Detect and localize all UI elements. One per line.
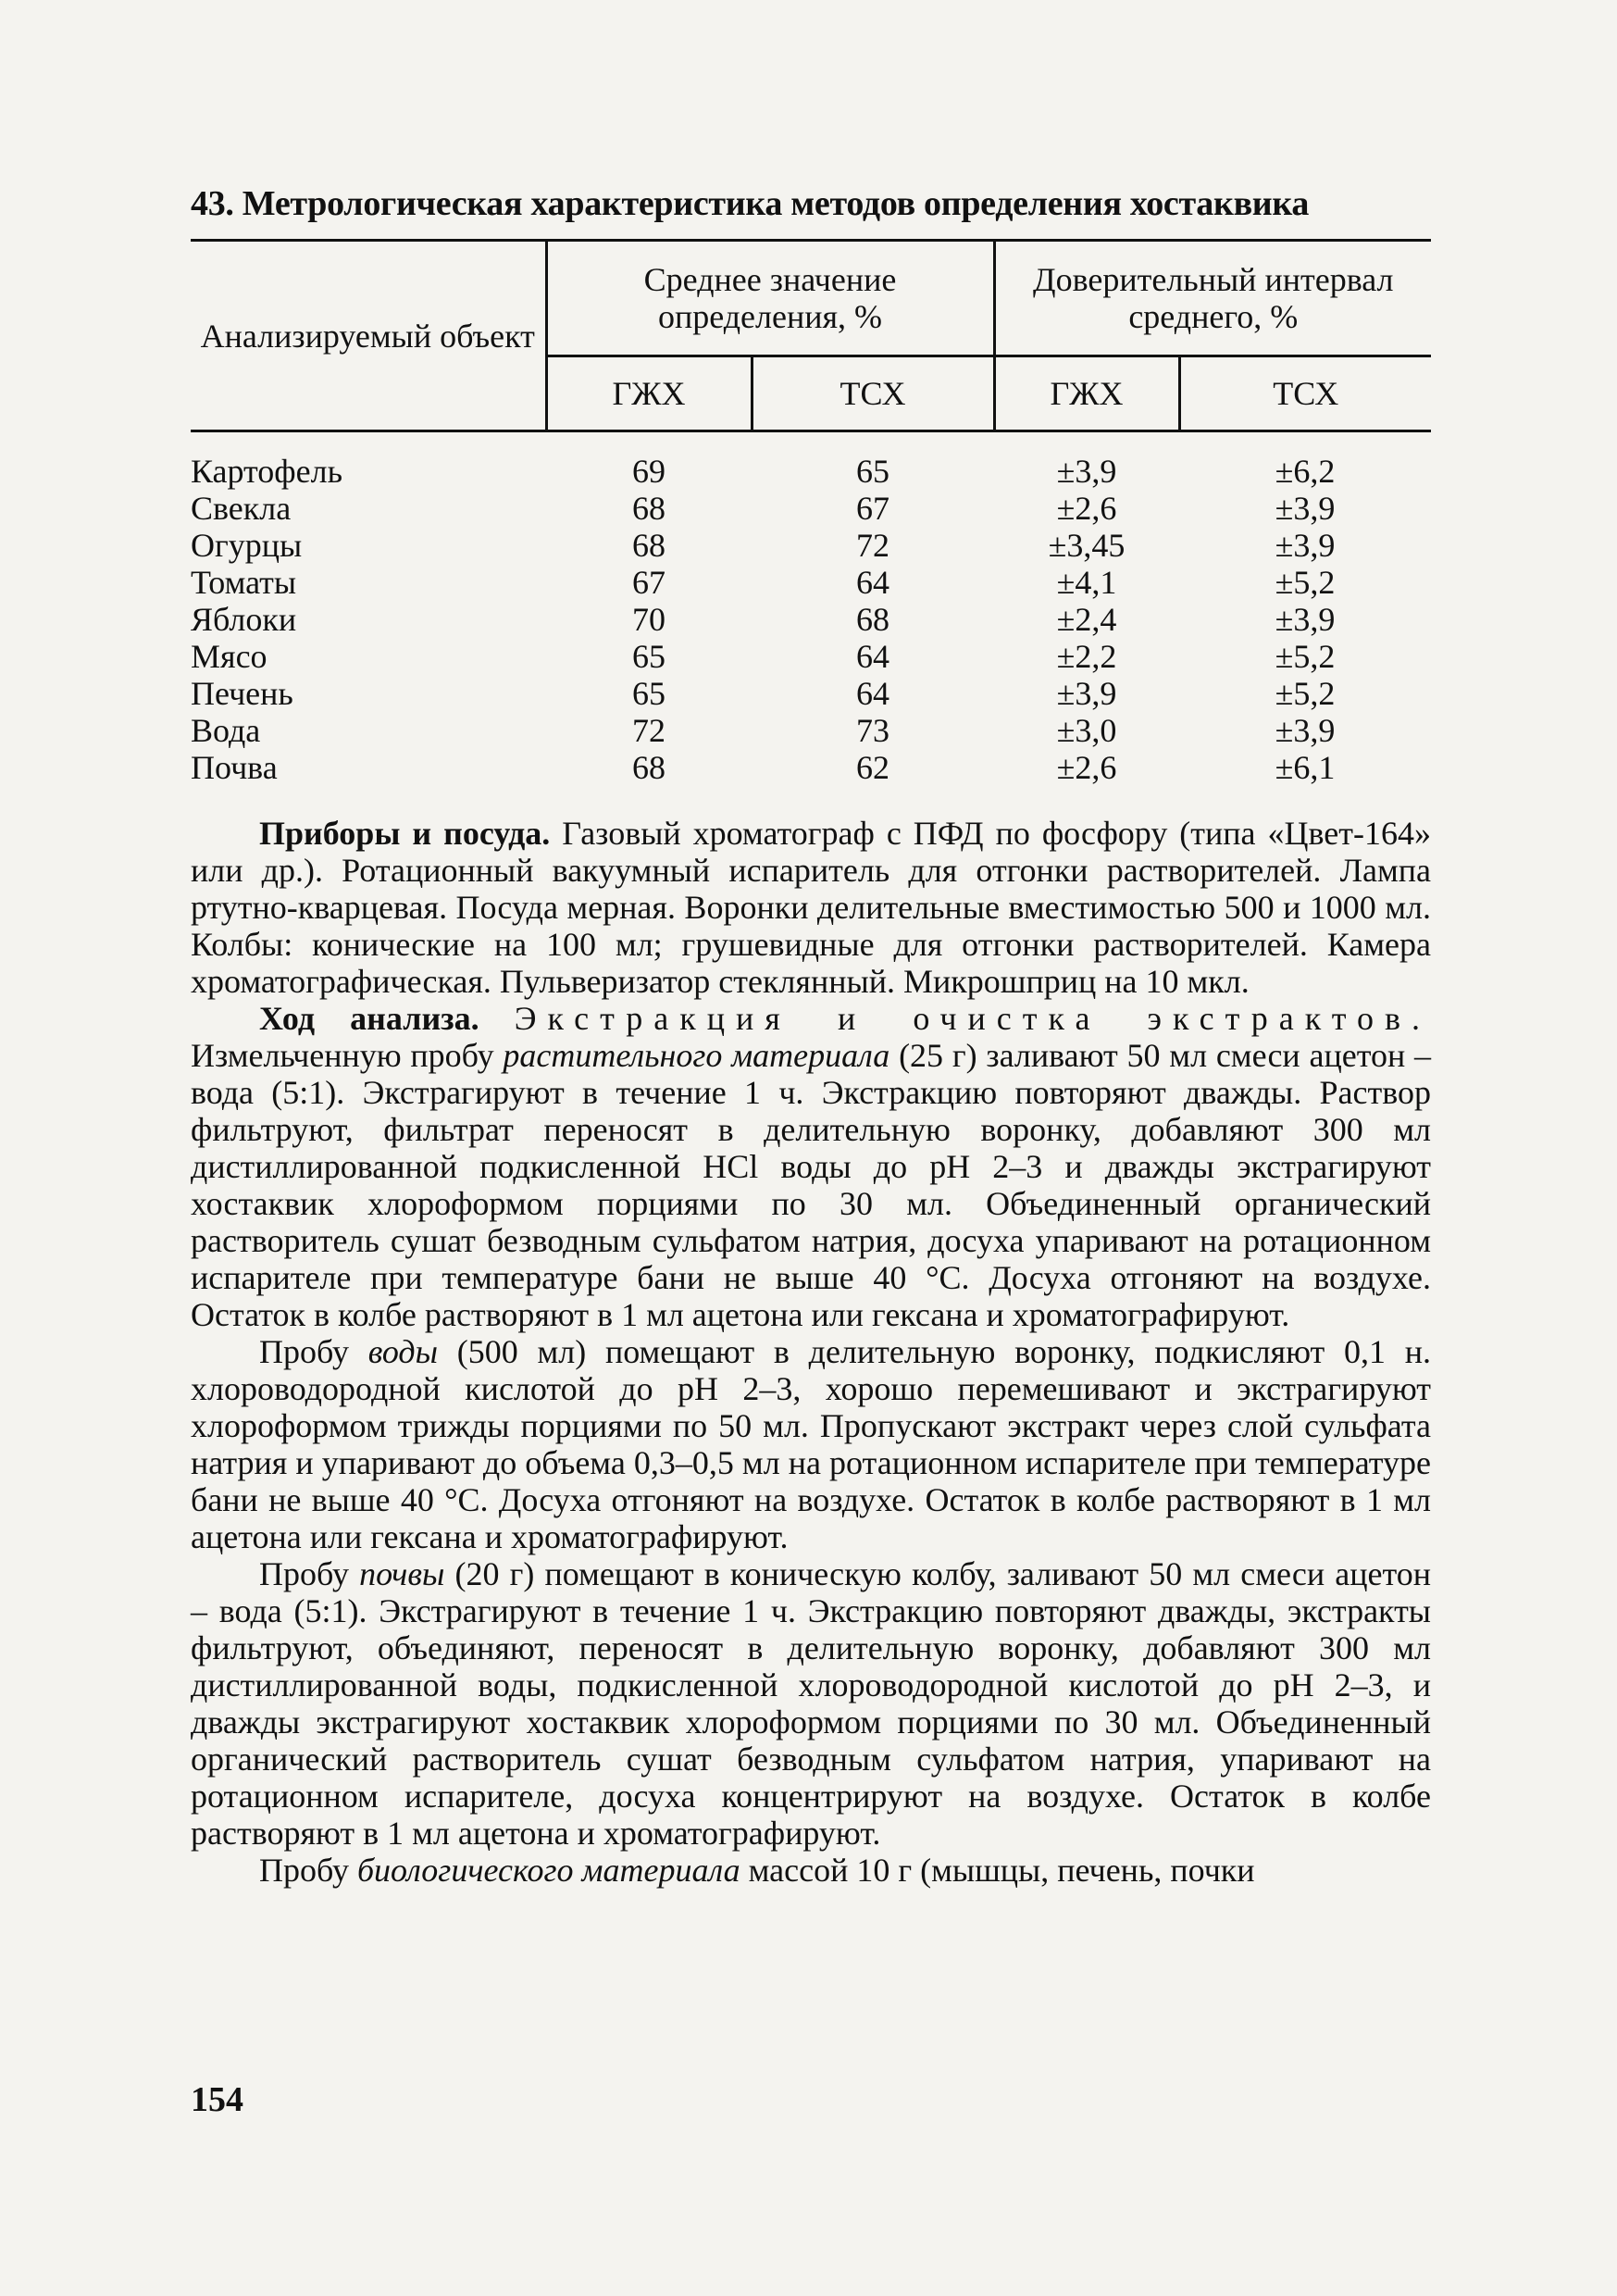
row-ci-tsh: ±6,1 [1275,749,1336,786]
bio-text-b: массой 10 г (мышцы, печень, почки [740,1852,1255,1889]
row-mean-tsh: 72 [856,527,889,564]
row-mean-gzh: 68 [632,490,665,527]
row-ci-gzh: ±2,6 [1056,749,1117,786]
row-ci-gzh: ±2,4 [1056,601,1117,638]
table-row [191,712,1431,749]
row-object: Мясо [191,638,267,675]
soil-text-a: Пробу [259,1555,360,1592]
row-object: Вода [191,712,261,749]
table-row [191,601,1431,638]
row-object: Картофель [191,453,342,490]
table-row [191,490,1431,527]
row-ci-tsh: ±6,2 [1275,453,1336,490]
row-mean-gzh: 65 [632,638,665,675]
water-text-b: (500 мл) помещают в делительную воронку, подкисляют 0,1 н. хлороводородной кислотой до pH 2–3, хорошо перемешивают и экстрагируют хлороформом трижды порциями по 50 мл. Пропускают экстракт через слой сульфата натрия и упаривают до объема 0,3–0,5 мл на ротационном испарителе при температуре бани не выше 40 °С. Досуха отгоняют на воздухе. Остаток в колбе растворяют в 1 мл ацетона или гексана и хроматографируют. [191,1333,1431,1555]
row-ci-tsh: ±3,9 [1275,601,1336,638]
page-number: 154 [191,2080,243,2119]
equipment-text: Газовый хроматограф с ПФД по фосфору (типа «Цвет-164» или др.). Ротационный вакуумный испаритель для отгонки растворителей. Лампа ртутно-кварцевая. Посуда мерная. Воронки делительные вместимостью 500 и 1000 мл. Колбы: конические на 100 мл; грушевидные для отгонки растворителей. Камера хроматографическая. Пульверизатор стеклянный. Микрошприц на 10 мкл. [191,815,1431,1000]
table-row [191,527,1431,564]
metrology-table-wrapper [191,239,1431,786]
table-row [191,749,1431,786]
row-ci-gzh: ±4,1 [1056,564,1117,601]
header-object: Анализируемый объект [191,241,546,431]
table-caption: 43. Метрологическая характеристика методов определения хостаквика [191,184,1310,223]
row-ci-gzh: ±3,9 [1056,453,1117,490]
row-mean-tsh: 64 [856,675,889,712]
analysis-text-b: (25 г) заливают 50 мл смеси ацетон – вода (5:1). Экстрагируют в течение 1 ч. Экстракцию повторяют дважды. Раствор фильтруют, фильтрат переносят в делительную воронку, добавляют 300 мл дистиллированной подкисленной HCl воды до pH 2–3 и дважды экстрагируют хостаквик хлороформом порциями по 30 мл. Объединенный органический растворитель сушат безводным сульфатом натрия, досуха упаривают на ротационном испарителе при температуре бани не выше 40 °С. Досуха отгоняют на воздухе. Остаток в колбе растворяют в 1 мл ацетона или гексана и хроматографируют. [191,1037,1431,1333]
row-object: Яблоки [191,601,297,638]
table-row [191,564,1431,601]
row-mean-tsh: 62 [856,749,889,786]
paragraph-equipment [191,815,1431,1000]
table-body [191,431,1431,787]
header-ci-tsh: ТСХ [1179,356,1431,431]
paragraph-soil [191,1555,1431,1852]
row-ci-gzh: ±2,6 [1056,490,1117,527]
row-ci-gzh: ±3,9 [1056,675,1117,712]
heading-analysis: Ход анализа. [259,1000,479,1037]
row-mean-tsh: 64 [856,638,889,675]
body-text [191,815,1431,1889]
table-row [191,638,1431,675]
heading-equipment: Приборы и посуда. [259,815,551,852]
term-plant-material: растительного материала [503,1037,890,1074]
row-mean-tsh: 73 [856,712,889,749]
row-ci-gzh: ±3,0 [1056,712,1117,749]
row-ci-tsh: ±3,9 [1275,712,1336,749]
term-water: воды [367,1333,438,1370]
row-object: Почва [191,749,278,786]
paragraph-water [191,1333,1431,1555]
row-ci-gzh: ±3,45 [1048,527,1126,564]
row-mean-gzh: 70 [632,601,665,638]
header-confidence-interval: Доверительный интервал среднего, % [994,241,1431,356]
term-soil: почвы [359,1555,445,1592]
table-row [191,431,1431,491]
row-mean-tsh: 64 [856,564,889,601]
row-mean-tsh: 65 [856,453,889,490]
header-mean: Среднее значение определения, % [546,241,994,356]
metrology-table [191,239,1431,786]
row-ci-tsh: ±5,2 [1275,675,1336,712]
table-row [191,675,1431,712]
row-ci-tsh: ±5,2 [1275,564,1336,601]
row-object: Огурцы [191,527,303,564]
header-mean-tsh: ТСХ [752,356,994,431]
row-object: Томаты [191,564,297,601]
row-mean-gzh: 68 [632,527,665,564]
row-object: Печень [191,675,293,712]
row-ci-tsh: ±3,9 [1275,490,1336,527]
subheading-extraction: Экстракция и очистка экстрактов. [514,1000,1432,1037]
row-mean-tsh: 68 [856,601,889,638]
row-ci-tsh: ±5,2 [1275,638,1336,675]
row-ci-tsh: ±3,9 [1275,527,1336,564]
row-mean-gzh: 72 [632,712,665,749]
row-mean-gzh: 69 [632,453,665,490]
row-object: Свекла [191,490,292,527]
water-text-a: Пробу [259,1333,368,1370]
paragraph-bio [191,1852,1431,1889]
row-mean-gzh: 65 [632,675,665,712]
term-bio-material: биологического материала [356,1852,740,1889]
row-mean-gzh: 68 [632,749,665,786]
row-mean-gzh: 67 [632,564,665,601]
soil-text-b: (20 г) помещают в коническую колбу, заливают 50 мл смеси ацетон – вода (5:1). Экстрагируют в течение 1 ч. Экстракцию повторяют дважды, экстракты фильтруют, объединяют, переносят в делительную воронку, добавляют 300 мл дистиллированной воды, подкисленной хлороводородной кислотой до pH 2–3, и дважды экстрагируют хостаквик хлороформом порциями по 30 мл. Объединенный органический растворитель сушат безводным сульфатом натрия, упаривают на ротационном испарителе, досуха концентрируют на воздухе. Остаток в колбе растворяют в 1 мл ацетона и хроматографируют. [191,1555,1431,1852]
row-ci-gzh: ±2,2 [1056,638,1117,675]
header-mean-gzh: ГЖХ [546,356,752,431]
paragraph-analysis [191,1000,1431,1333]
analysis-text-a: Измельченную пробу [191,1037,504,1074]
bio-text-a: Пробу [259,1852,357,1889]
header-ci-gzh: ГЖХ [994,356,1179,431]
row-mean-tsh: 67 [856,490,889,527]
